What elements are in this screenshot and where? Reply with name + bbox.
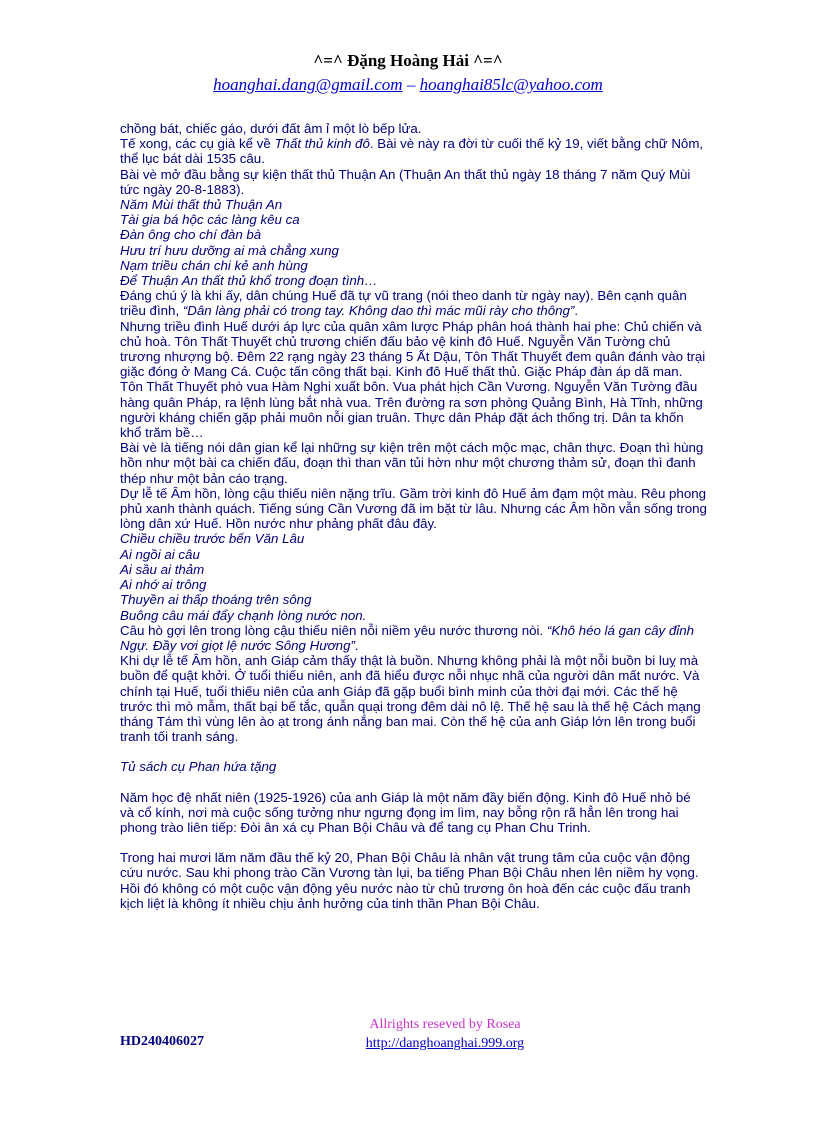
paragraph-text: Bài vè là tiếng nói dân gian kể lại những sự kiện trên một cách mộc mạc, chân thực. Đoạn thì hùng hồn như một bài ca chiến đấu, đoạn thì than vãn tủi hờn như một chương thảm sử, đoạn thì đanh thép như một bản cáo trạng. [120,440,704,486]
paragraph-text: Tài gia bá hộc các làng kêu ca [120,212,300,228]
footer-center [300,1015,590,1053]
paragraph-text: Tế xong, các cụ già kể về [120,136,275,152]
body-paragraph [120,850,708,911]
verse-line [120,531,708,546]
body-paragraph [120,486,708,532]
verse-line [120,273,708,288]
paragraph-text: Tôn Thất Thuyết phò vua Hàm Nghi xuất bôn. Vua phát hịch Cần Vương. Nguyễn Văn Tường đầu hàng quân Pháp, ra lệnh lùng bắt nhà vua. Trên đường ra sơn phòng Quảng Bình, Hà Tĩnh, những người kháng chiến gặp phải muôn nỗi gian truân. Thực dân Pháp đặt ách thống trị. Dân ta khốn khổ trăm bề… [120,379,703,441]
paragraph-text: Thuyền ai thấp thoáng trên sông [120,592,312,608]
email-separator: – [402,75,420,94]
paragraph-gap [120,744,708,759]
paragraph-text: Nhưng triều đình Huế dưới áp lực của quân xâm lược Pháp phân hoá thành hai phe: Chủ chiến và chủ hoà. Tôn Thất Thuyết chủ trương chiến đấu bảo vệ kinh đô Huế. Nguyễn Văn Tường chủ trương nhượng bộ. Đêm 22 rạng ngày 23 tháng 5 Ất Dậu, Tôn Thất Thuyết đem quân đánh vào trại giặc đóng ở Mang Cá. Cuộc tấn công thất bại. Kinh đô Huế thất thủ. Giặc Pháp đàn áp dã man. [120,318,706,380]
verse-line [120,227,708,242]
paragraph-text: Ai nhớ ai trông [120,577,207,593]
copyright-notice: Allrights reseved by Rosea [369,1017,521,1032]
paragraph-text: Tủ sách cụ Phan hứa tặng [120,759,277,775]
paragraph-text: Dự lễ tế Âm hồn, lòng cậu thiếu niên nặng trĩu. Gầm trời kinh đô Huế ảm đạm một màu. Rêu phong phủ xanh thành quách. Tiếng súng Cần Vương đã im bặt từ lâu. Nhưng các Âm hồn vẫn sống trong lòng dân xứ Huế. Hồn nước như phảng phất đâu đây. [120,485,707,532]
document-code: HD240406027 [120,1034,204,1049]
body-paragraph [120,790,708,836]
body-paragraph [120,167,708,197]
body-paragraph [120,440,708,486]
verse-line [120,562,708,577]
paragraph-gap [120,835,708,850]
verse-line [120,547,708,562]
author-title: ^=^ Đặng Hoàng Hải ^=^ [313,51,503,70]
paragraph-emphasis: “Dân làng phải có trong tay. Không dao thì mác mũi rày cho thông” [182,303,575,319]
paragraph-rest: . Bài vè này ra đời từ cuối thế kỷ 19, viết bằng chữ Nôm, thể lục bát dài 1535 câu. [120,136,704,167]
body-paragraph [120,288,708,318]
paragraph-text: Trong hai mươi lăm năm đầu thế kỷ 20, Phan Bội Châu là nhân vật trung tâm của cuộc vận động cứu nước. Sau khi phong trào Cần Vương tàn lụi, ba tiếng Phan Bội Châu nhen lên niềm hy vọng. Hồi đó không có một cuộc vận động yêu nước nào từ chủ trương ôn hoà đến các cuộc đấu tranh kịch liệt là không ít nhiều chịu ảnh hưởng của tinh thần Phan Bội Châu. [120,850,699,911]
body-paragraph [120,623,708,653]
paragraph-text: Bài vè mở đầu bằng sự kiện thất thủ Thuận An (Thuận An thất thủ ngày 18 tháng 7 năm Quý Mùi tức ngày 20-8-1883). [120,166,691,197]
email-link-gmail[interactable]: hoanghai.dang@gmail.com [213,75,403,94]
paragraph-text: Khi dự lễ tế Âm hồn, anh Giáp cảm thấy thật là buồn. Nhưng không phải là một nỗi buồn bi luỵ mà buồn để quật khởi. Ở tuổi thiếu niên, anh đã hiểu được nỗi nhục nhã của người dân mất nước. Và chính tại Huế, tuổi thiếu niên của anh Giáp đã gặp buổi bình minh của thời đại mới. Các thế hệ trước thì mò mẫm, thất bại bế tắc, quẫn quại trong đêm dài nô lệ. Thế hệ sau là thế hệ Cách mạng tháng Tám thì vùng lên ào ạt trong ánh nắng ban mai. Còn thế hệ của anh Giáp lớn lên trong buổi tranh tối tranh sáng. [120,653,701,745]
verse-line [120,592,708,607]
email-link-yahoo[interactable]: hoanghai85lc@yahoo.com [419,75,603,94]
paragraph-text: Chiều chiều trước bến Văn Lâu [120,531,305,547]
paragraph-text: Ai ngồi ai câu [120,546,200,562]
verse-line [120,608,708,623]
body-paragraph [120,319,708,380]
verse-line [120,577,708,592]
paragraph-text: Đàn ông cho chí đàn bà [120,227,262,243]
body-paragraph [120,379,708,440]
paragraph-text: Năm học đệ nhất niên (1925-1926) của anh Giáp là một năm đầy biến động. Kinh đô Huế nhỏ bé và cổ kính, nơi mà cuộc sống tưởng như ngưng đọng im lìm, nay bỗng rộn rã hẳn lên trong hai phong trào liên tiếp: Đòi ân xá cụ Phan Bội Châu và để tang cụ Phan Chu Trinh. [120,789,691,835]
paragraph-text: chồng bát, chiếc gáo, dưới đất âm ỉ một lò bếp lửa. [120,121,422,136]
paragraph-text: Năm Mùi thất thủ Thuận An [120,197,283,213]
verse-line [120,759,708,774]
paragraph-emphasis: “Khô héo lá gan cây đỉnh Ngự. Đầy vơi giọt lệ nước Sông Hương” [120,622,695,653]
paragraph-text: Câu hò gợi lên trong lòng cậu thiếu niên nỗi niềm yêu nước thương nòi. [120,622,547,638]
paragraph-text: Hưu trí hưu dưỡng ai mà chẳng xung [120,242,339,258]
verse-line [120,243,708,258]
paragraph-gap [120,775,708,790]
body-paragraph [120,136,708,166]
paragraph-emphasis: Thất thủ kinh đô [274,136,370,152]
paragraph-text: Để Thuận An thất thủ khổ trong đoạn tình… [120,273,378,289]
website-link[interactable]: http://danghoanghai.999.org [365,1036,525,1051]
paragraph-text: Đáng chú ý là khi ấy, dân chúng Huế đã tự vũ trang (nói theo danh từ ngày nay). Bên cạnh quân triều đình, [120,288,687,319]
paragraph-rest: . [354,637,359,653]
body-paragraph [120,121,708,136]
paragraph-rest: . [574,303,579,319]
paragraph-text: Nạm triều chán chi kẻ anh hùng [120,257,308,273]
verse-line [120,212,708,227]
verse-line [120,197,708,212]
paragraph-text: Ai sầu ai thảm [120,561,205,577]
body-paragraph [120,653,708,744]
verse-line [120,258,708,273]
contact-line [0,74,816,96]
document-body [120,121,708,911]
paragraph-text: Buông câu mái đẩy chạnh lòng nước non. [120,607,367,623]
page-header [0,50,816,96]
